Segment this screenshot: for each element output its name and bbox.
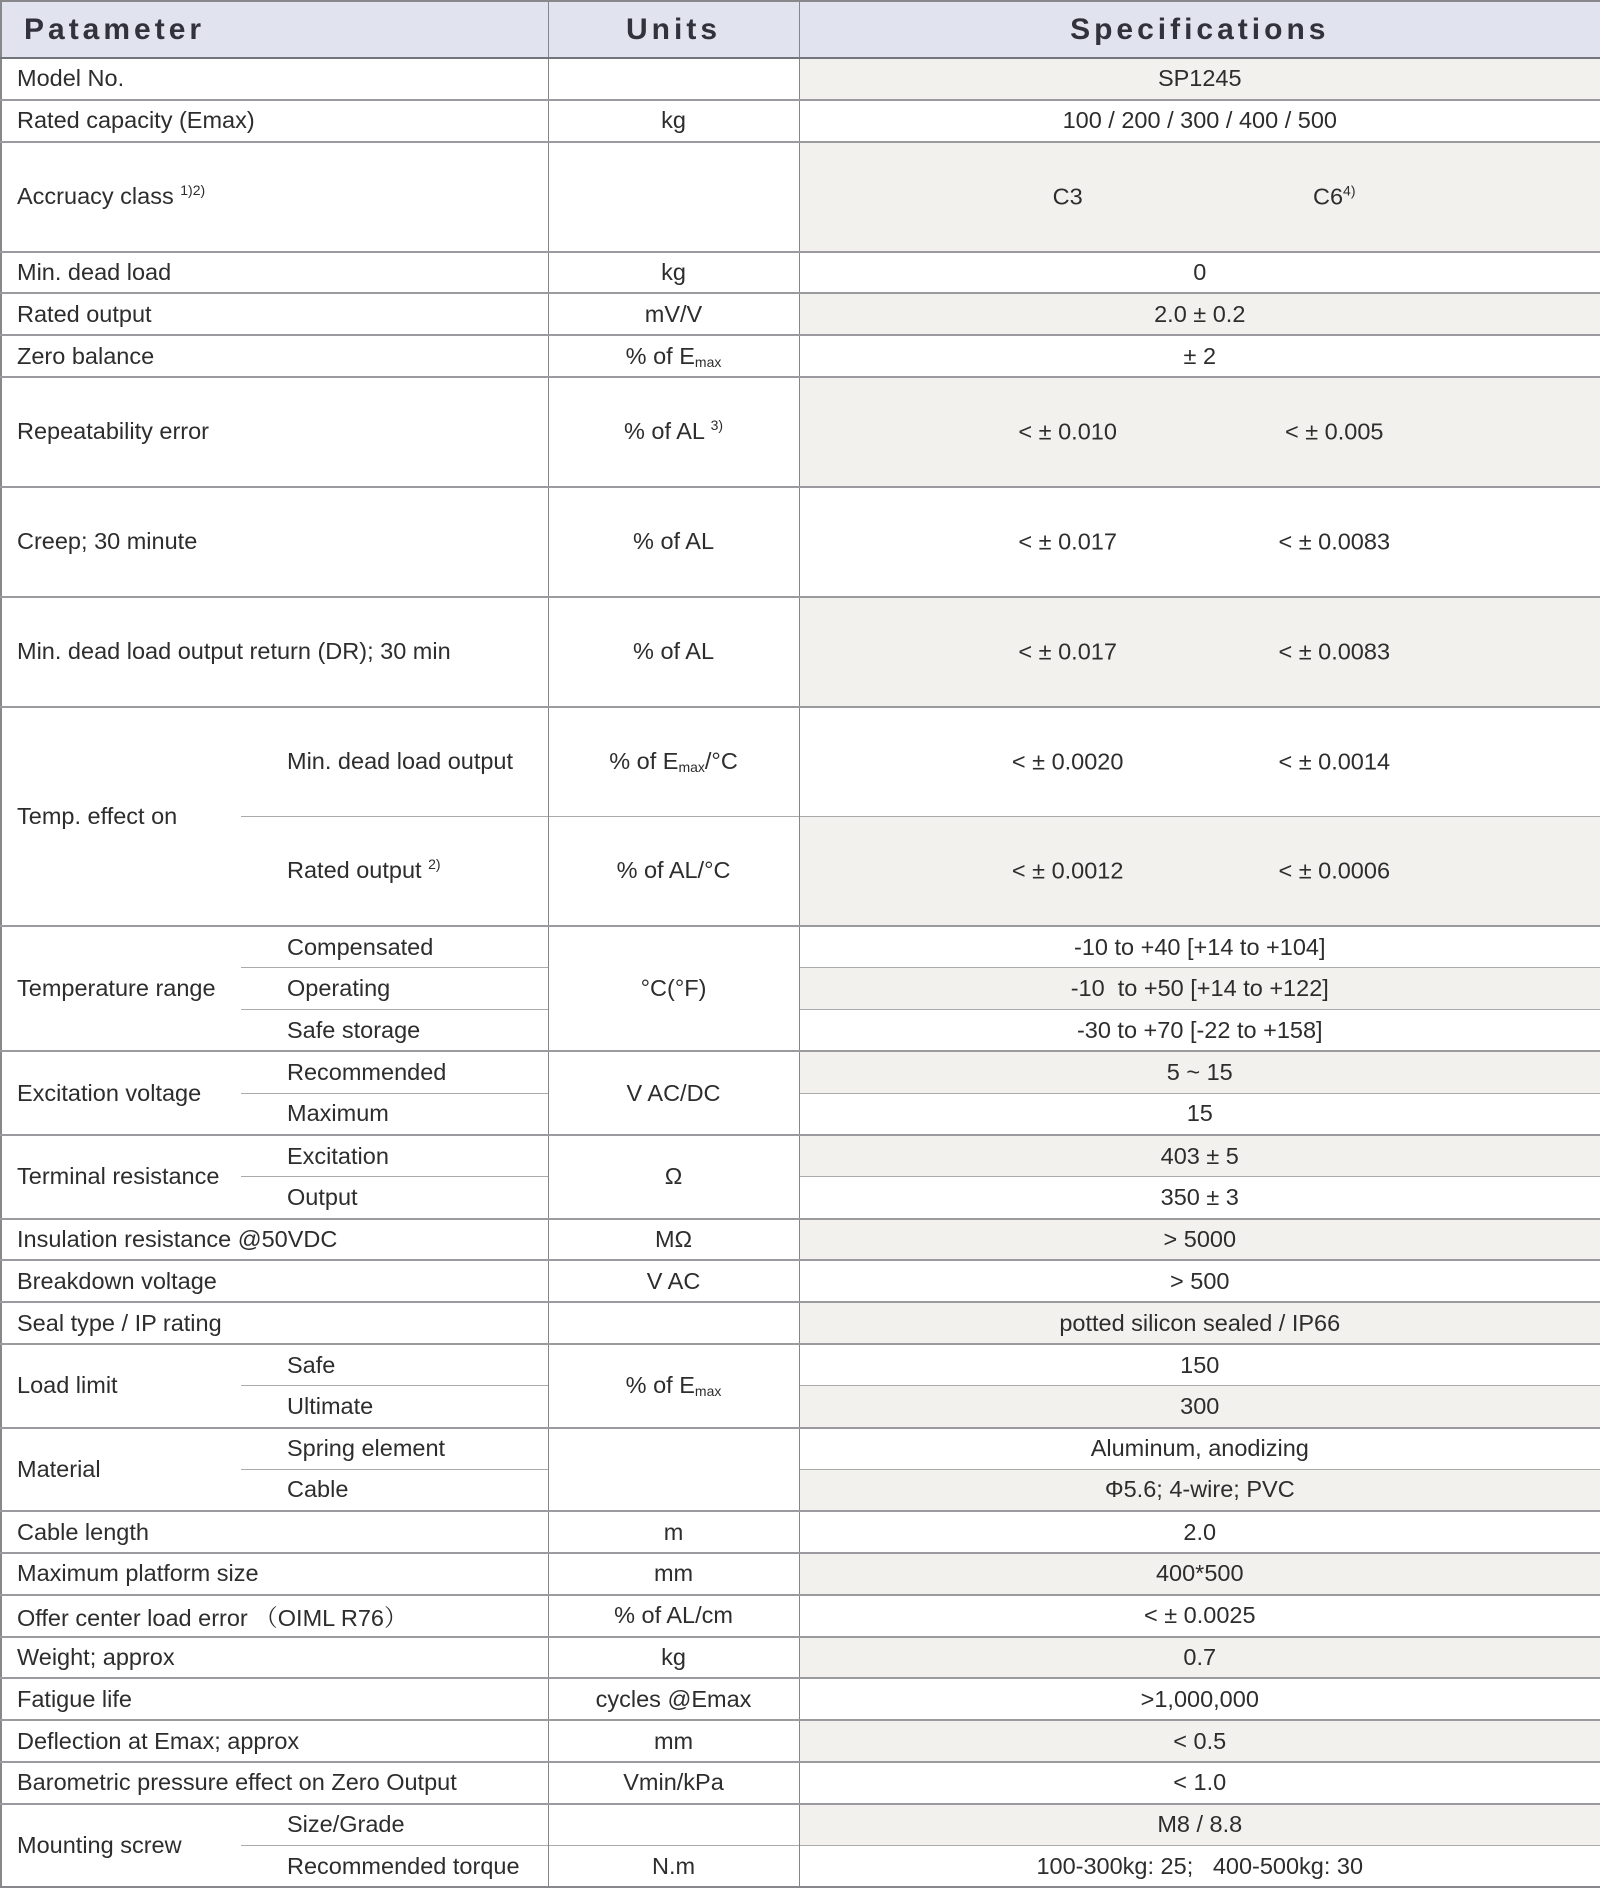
table-row <box>1 58 1600 100</box>
param-cell: Insulation resistance @50VDC <box>1 1219 548 1261</box>
table-row <box>1 1469 1600 1511</box>
col-header-parameter: Patameter <box>1 1 548 58</box>
spec-cell: potted silicon sealed / IP66 <box>799 1302 1600 1344</box>
table-row <box>1 1093 1600 1135</box>
spec-cell: -10 to +40 [+14 to +104] <box>799 926 1600 968</box>
unit-cell: N.m <box>548 1846 799 1888</box>
param-cell: Barometric pressure effect on Zero Output <box>1 1762 548 1804</box>
table-row <box>1 1595 1600 1637</box>
table-row <box>1 1846 1600 1888</box>
spec-cell: Aluminum, anodizing <box>799 1428 1600 1470</box>
table-row <box>1 1135 1600 1177</box>
spec-value-c6: < ± 0.0006 <box>1278 857 1391 884</box>
unit-cell: % of AL <box>548 597 799 707</box>
unit-cell: V AC/DC <box>548 1051 799 1135</box>
param-cell: Creep; 30 minute <box>1 487 548 597</box>
table-row <box>1 1386 1600 1428</box>
table-row <box>1 1553 1600 1595</box>
sub-param-cell: Safe <box>241 1344 548 1386</box>
unit-cell: % of AL/°C <box>548 816 799 926</box>
spec-cell: 400*500 <box>799 1553 1600 1595</box>
spec-value-c6: < ± 0.0014 <box>1278 748 1391 775</box>
table-row <box>1 1678 1600 1720</box>
param-cell: Min. dead load <box>1 252 548 294</box>
unit-cell: % of $E_{max}$ <box>548 335 799 377</box>
spec-cell <box>799 816 1600 926</box>
unit-cell: MΩ <box>548 1219 799 1261</box>
param-group-cell: Mounting screw <box>1 1804 241 1888</box>
param-group-cell: Material <box>1 1428 241 1512</box>
unit-cell: cycles @Emax <box>548 1678 799 1720</box>
unit-cell: % of AL/cm <box>548 1595 799 1637</box>
col-header-specifications: Specifications <box>799 1 1600 58</box>
spec-cell: ± 2 <box>799 335 1600 377</box>
spec-cell: >1,000,000 <box>799 1678 1600 1720</box>
sub-param-cell: Ultimate <box>241 1386 548 1428</box>
spec-cell: < ± 0.0025 <box>799 1595 1600 1637</box>
unit-cell: mm <box>548 1720 799 1762</box>
spec-cell: 350 ± 3 <box>799 1177 1600 1219</box>
param-cell: Min. dead load output return (DR); 30 min <box>1 597 548 707</box>
param-cell: Rated output <box>1 293 548 335</box>
table-row <box>1 377 1600 487</box>
unit-cell <box>548 1302 799 1344</box>
spec-cell <box>799 142 1600 252</box>
sub-param-cell: Safe storage <box>241 1010 548 1052</box>
table-row <box>1 293 1600 335</box>
table-row <box>1 1804 1600 1846</box>
spec-value-c3: < ± 0.0012 <box>1011 857 1124 884</box>
spec-cell: 15 <box>799 1093 1600 1135</box>
param-cell: Accruacy class $^{1)2)}$ <box>1 142 548 252</box>
unit-cell: Ω <box>548 1135 799 1219</box>
param-cell: Offer center load error （OIML R76） <box>1 1595 548 1637</box>
param-group-cell: Temp. effect on <box>1 707 241 926</box>
spec-cell: 0 <box>799 252 1600 294</box>
unit-cell: kg <box>548 1637 799 1679</box>
table-row <box>1 1177 1600 1219</box>
spec-cell: 150 <box>799 1344 1600 1386</box>
param-cell: Deflection at Emax; approx <box>1 1720 548 1762</box>
spec-cell: Φ5.6; 4-wire; PVC <box>799 1469 1600 1511</box>
spec-cell: 100 / 200 / 300 / 400 / 500 <box>799 100 1600 142</box>
spec-cell: 100-300kg: 25; 400-500kg: 30 <box>799 1846 1600 1888</box>
table-row <box>1 597 1600 707</box>
sub-param-cell: Size/Grade <box>241 1804 548 1846</box>
sub-param-cell: Recommended <box>241 1051 548 1093</box>
sub-param-cell: Maximum <box>241 1093 548 1135</box>
table-row <box>1 816 1600 926</box>
param-cell: Weight; approx <box>1 1637 548 1679</box>
sub-param-cell: Recommended torque <box>241 1846 548 1888</box>
sub-param-cell: Spring element <box>241 1428 548 1470</box>
spec-value-c3: C3 <box>1052 183 1083 210</box>
table-row <box>1 1762 1600 1804</box>
spec-cell <box>799 597 1600 707</box>
table-row <box>1 1010 1600 1052</box>
sub-param-cell: Compensated <box>241 926 548 968</box>
param-group-cell: Load limit <box>1 1344 241 1428</box>
unit-cell: % of $E_{max}/^\circ C$ <box>548 707 799 817</box>
table-row <box>1 335 1600 377</box>
table-row <box>1 100 1600 142</box>
spec-cell: > 500 <box>799 1260 1600 1302</box>
table-row <box>1 707 1600 817</box>
spec-cell: 403 ± 5 <box>799 1135 1600 1177</box>
table-row <box>1 1302 1600 1344</box>
unit-cell: °C(°F) <box>548 926 799 1051</box>
sub-param-cell: Cable <box>241 1469 548 1511</box>
unit-cell: mm <box>548 1553 799 1595</box>
param-cell: Fatigue life <box>1 1678 548 1720</box>
sub-param-cell: Min. dead load output <box>241 707 548 817</box>
unit-cell: kg <box>548 100 799 142</box>
spec-cell: 2.0 ± 0.2 <box>799 293 1600 335</box>
unit-cell: % of AL $^{3)}$ <box>548 377 799 487</box>
table-row <box>1 1260 1600 1302</box>
spec-value-c3: < ± 0.017 <box>1018 638 1117 665</box>
spec-value-c6: < ± 0.0083 <box>1278 528 1391 555</box>
spec-cell: > 5000 <box>799 1219 1600 1261</box>
param-cell: Breakdown voltage <box>1 1260 548 1302</box>
spec-cell: 0.7 <box>799 1637 1600 1679</box>
spec-cell <box>799 487 1600 597</box>
param-cell: Rated capacity (Emax) <box>1 100 548 142</box>
spec-value-c3: < ± 0.010 <box>1018 418 1117 445</box>
table-row <box>1 1511 1600 1553</box>
sub-param-cell: Rated output $^{2)}$ <box>241 816 548 926</box>
sub-param-cell: Operating <box>241 968 548 1010</box>
unit-cell: % of $E_{max}$ <box>548 1344 799 1428</box>
param-group-cell: Excitation voltage <box>1 1051 241 1135</box>
param-cell: Zero balance <box>1 335 548 377</box>
spec-cell: < 0.5 <box>799 1720 1600 1762</box>
spec-cell: -30 to +70 [-22 to +158] <box>799 1010 1600 1052</box>
spec-cell: SP1245 <box>799 58 1600 100</box>
unit-cell: mV/V <box>548 293 799 335</box>
sub-param-cell: Excitation <box>241 1135 548 1177</box>
spec-cell: 300 <box>799 1386 1600 1428</box>
param-group-cell: Temperature range <box>1 926 241 1051</box>
spec-cell: 5 ~ 15 <box>799 1051 1600 1093</box>
table-row <box>1 968 1600 1010</box>
spec-cell: -10 to +50 [+14 to +122] <box>799 968 1600 1010</box>
unit-cell: % of AL <box>548 487 799 597</box>
table-row <box>1 252 1600 294</box>
table-row <box>1 1637 1600 1679</box>
spec-cell: < 1.0 <box>799 1762 1600 1804</box>
table-row <box>1 926 1600 968</box>
spec-cell: 2.0 <box>799 1511 1600 1553</box>
spec-cell <box>799 707 1600 817</box>
unit-cell: kg <box>548 252 799 294</box>
unit-cell <box>548 1428 799 1512</box>
unit-cell: V AC <box>548 1260 799 1302</box>
unit-cell <box>548 1804 799 1846</box>
spec-value-c3: < ± 0.017 <box>1018 528 1117 555</box>
sub-param-cell: Output <box>241 1177 548 1219</box>
param-cell: Cable length <box>1 1511 548 1553</box>
param-group-cell: Terminal resistance <box>1 1135 241 1219</box>
table-row <box>1 1344 1600 1386</box>
param-cell: Repeatability error <box>1 377 548 487</box>
unit-cell <box>548 58 799 100</box>
unit-cell <box>548 142 799 252</box>
table-row <box>1 1720 1600 1762</box>
unit-cell: Vmin/kPa <box>548 1762 799 1804</box>
table-row <box>1 487 1600 597</box>
spec-cell: M8 / 8.8 <box>799 1804 1600 1846</box>
spec-value-c6: C6$^{4)}$ <box>1312 182 1356 210</box>
spec-cell <box>799 377 1600 487</box>
spec-value-c6: < ± 0.0083 <box>1278 638 1391 665</box>
header-row <box>1 1 1600 58</box>
param-cell: Model No. <box>1 58 548 100</box>
spec-value-c3: < ± 0.0020 <box>1011 748 1124 775</box>
unit-cell: m <box>548 1511 799 1553</box>
spec-value-c6: < ± 0.005 <box>1284 418 1384 445</box>
table-row <box>1 1219 1600 1261</box>
table-row <box>1 142 1600 252</box>
col-header-units: Units <box>548 1 799 58</box>
param-cell: Maximum platform size <box>1 1553 548 1595</box>
param-cell: Seal type / IP rating <box>1 1302 548 1344</box>
table-row <box>1 1428 1600 1470</box>
table-row <box>1 1051 1600 1093</box>
